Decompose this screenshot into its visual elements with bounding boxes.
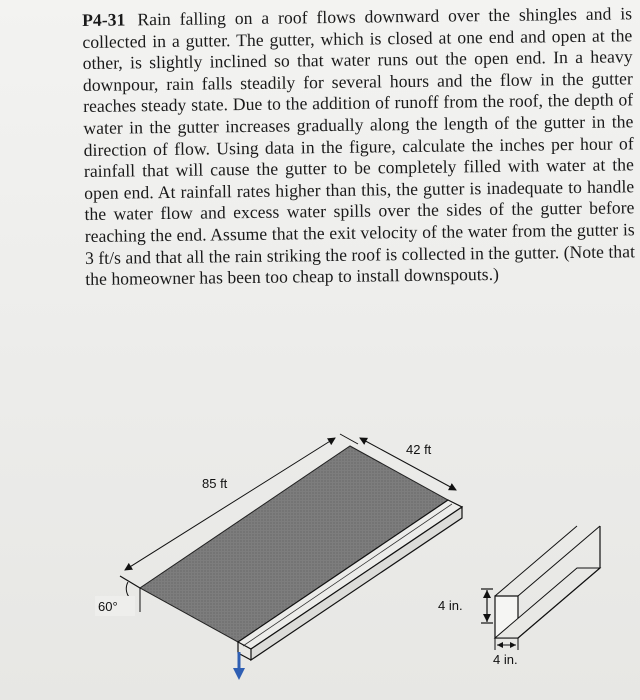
angle-label: 60°	[98, 599, 118, 614]
width-label: 42 ft	[406, 442, 432, 457]
gutter-height-label: 4 in.	[438, 598, 463, 613]
roof-base-line	[120, 576, 140, 588]
width-dimension	[495, 638, 518, 650]
length-label: 85 ft	[202, 476, 228, 491]
gutter-cross-section	[495, 526, 600, 638]
problem-number: P4-31	[82, 9, 126, 30]
height-dimension	[481, 589, 493, 623]
problem-statement	[82, 3, 635, 290]
gutter-width-label: 4 in.	[493, 652, 518, 667]
roof-gutter-figure	[0, 420, 640, 700]
problem-body: Rain falling on a roof flows downward over the shingles and is collected in a gutter. The gutter, which is closed at one end and open at the other, is slightly inclined so that water runs out the open end. In a heavy downpour, rain falls steadily for several hours and the flow in the gutter reaches steady state. Due to the addition of runoff from the roof, the depth of water in the gutter increases gradually along the length of the gutter in the direction of flow. Using data in the figure, calculate the inches per hour of rainfall that will cause the gutter to be completely filled with water at the open end. At rainfall rates higher than this, the gutter is inadequate to handle the water flow and excess water spills over the sides of the gutter before reaching the end. Assume that the exit velocity of the water from the gutter is 3 ft/s and that all the rain striking the roof is collected in the gutter. (Note that the homeowner has been too cheap to install downspouts.)	[82, 3, 636, 290]
